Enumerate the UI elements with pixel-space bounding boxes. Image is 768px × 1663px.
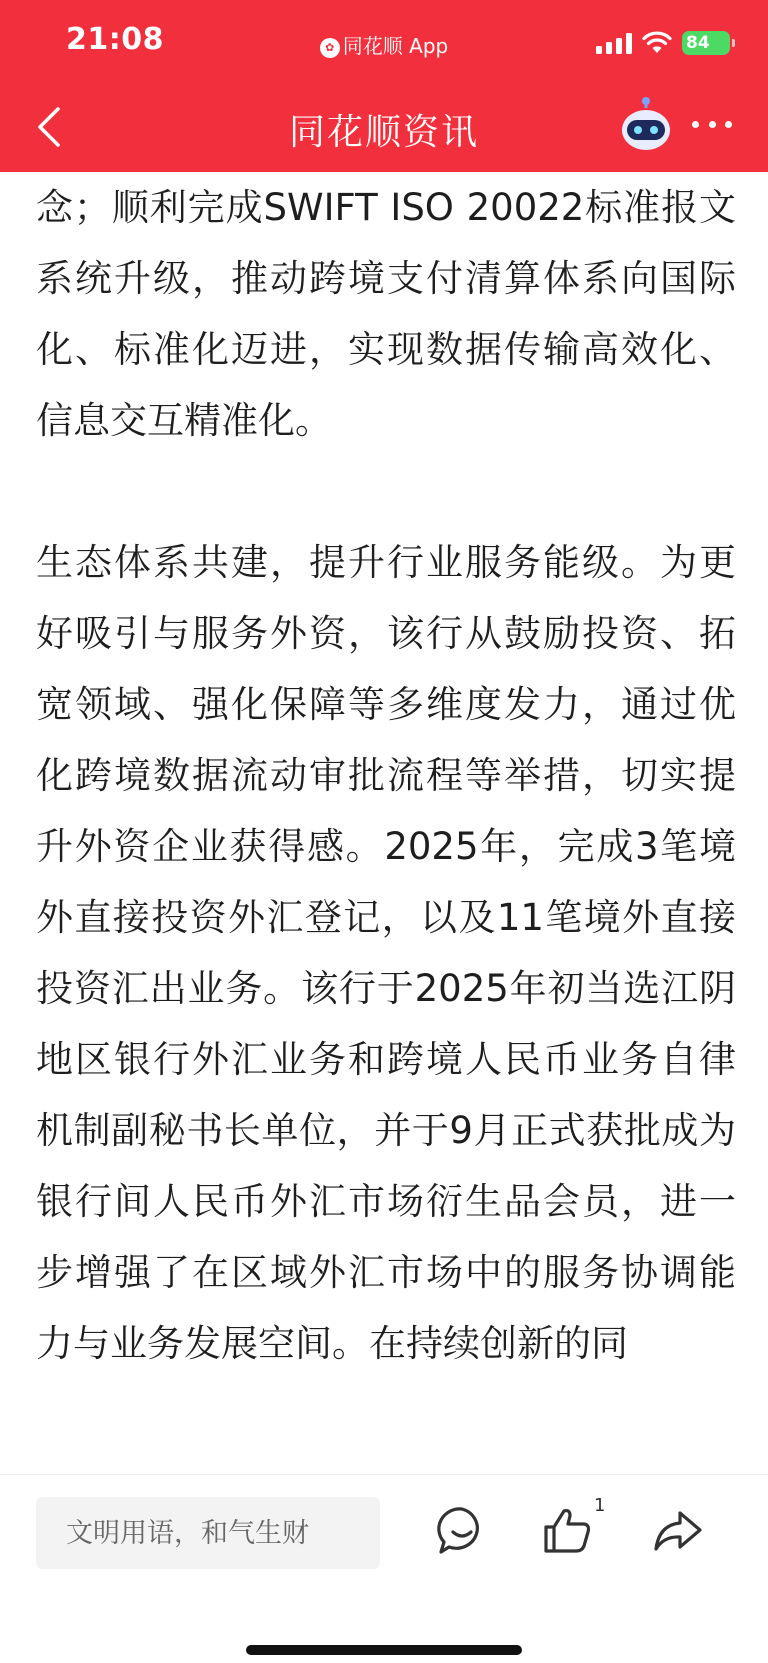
home-indicator[interactable] — [246, 1645, 522, 1655]
wifi-icon — [642, 31, 672, 55]
bottom-action-bar — [0, 1474, 768, 1663]
comment-icon — [434, 1503, 490, 1559]
article-body — [36, 172, 736, 1472]
status-app-name: 同花顺 App — [342, 34, 449, 58]
page-title: 同花顺资讯 — [288, 112, 479, 153]
status-time: 21:08 — [66, 22, 164, 57]
status-indicators — [596, 28, 730, 58]
nav-bar — [0, 86, 768, 172]
ai-assistant-button[interactable] — [618, 96, 674, 154]
robot-assistant-icon — [618, 96, 674, 154]
cellular-signal-icon — [596, 32, 632, 54]
more-button[interactable] — [688, 114, 736, 134]
share-button[interactable] — [650, 1503, 706, 1559]
battery-level: 84 — [686, 33, 710, 53]
like-button[interactable] — [540, 1503, 596, 1559]
app-logo-icon: ✿ — [320, 38, 340, 58]
comment-button[interactable] — [434, 1503, 490, 1559]
more-icon — [692, 121, 699, 128]
comment-input[interactable] — [36, 1497, 380, 1569]
thumbs-up-icon — [540, 1503, 596, 1559]
share-icon — [650, 1503, 706, 1559]
article-paragraph: 念；顺利完成SWIFT ISO 20022标准报文系统升级，推动跨境支付清算体系向国际化、标准化迈进，实现数据传输高效化、信息交互精准化。 — [36, 186, 736, 442]
article-paragraph: 生态体系共建，提升行业服务能级。为更好吸引与服务外资，该行从鼓励投资、拓宽领域、强化保障等多维度发力，通过优化跨境数据流动审批流程等举措，切实提升外资企业获得感。2025年，完成3笔境外直接投资外汇登记，以及11笔境外直接投资汇出业务。该行于2025年初当选江阴地区银行外汇业务和跨境人民币业务自律机制副秘书长单位，并于9月正式获批成为银行间人民币外汇市场衍生品会员，进一步增强了在区域外汇市场中的服务协调能力与业务发展空间。在持续创新的同 — [36, 541, 736, 1365]
like-count: 1 — [594, 1495, 606, 1516]
status-bar — [0, 0, 768, 86]
battery-indicator — [682, 31, 730, 55]
app-header — [0, 0, 768, 172]
